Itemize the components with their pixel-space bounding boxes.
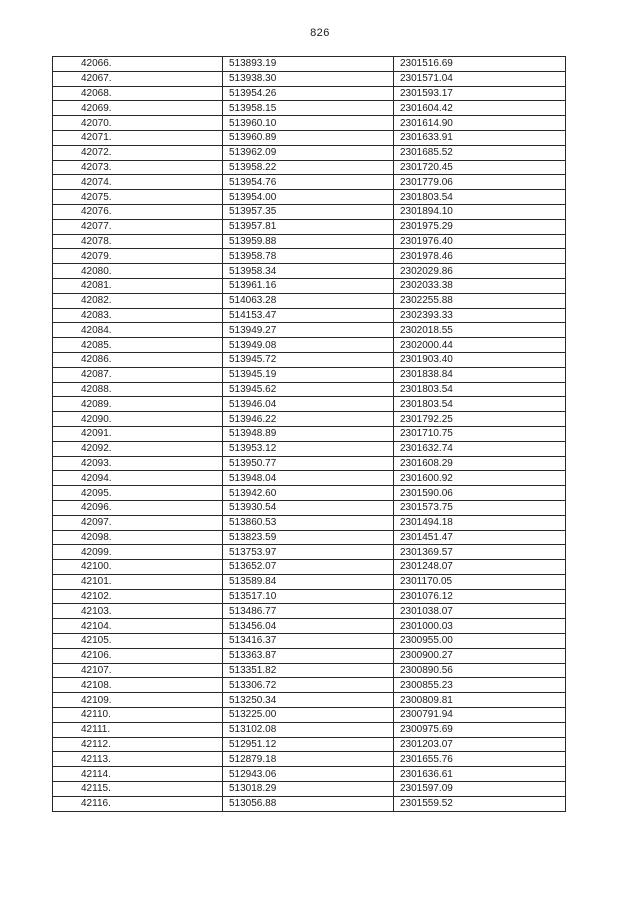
easting-cell: 512879.18	[223, 752, 394, 767]
easting-cell: 513860.53	[223, 515, 394, 530]
easting-cell: 513250.34	[223, 693, 394, 708]
northing-cell: 2300809.81	[394, 693, 566, 708]
table-row	[53, 116, 566, 131]
easting-cell: 513416.37	[223, 634, 394, 649]
table-row	[53, 456, 566, 471]
table-row	[53, 441, 566, 456]
point-index-cell: 42102.	[53, 589, 223, 604]
table-row	[53, 678, 566, 693]
northing-cell: 2301803.54	[394, 397, 566, 412]
table-row	[53, 219, 566, 234]
northing-cell: 2301894.10	[394, 204, 566, 219]
easting-cell: 513958.78	[223, 249, 394, 264]
northing-cell: 2301516.69	[394, 57, 566, 72]
point-index-cell: 42077.	[53, 219, 223, 234]
table-row	[53, 752, 566, 767]
easting-cell: 513893.19	[223, 57, 394, 72]
easting-cell: 513938.30	[223, 71, 394, 86]
point-index-cell: 42099.	[53, 545, 223, 560]
northing-cell: 2301636.61	[394, 767, 566, 782]
northing-cell: 2301632.74	[394, 441, 566, 456]
northing-cell: 2302000.44	[394, 338, 566, 353]
easting-cell: 513948.89	[223, 426, 394, 441]
point-index-cell: 42091.	[53, 426, 223, 441]
easting-cell: 513456.04	[223, 619, 394, 634]
point-index-cell: 42079.	[53, 249, 223, 264]
table-row	[53, 352, 566, 367]
point-index-cell: 42106.	[53, 648, 223, 663]
point-index-cell: 42075.	[53, 190, 223, 205]
table-row	[53, 471, 566, 486]
easting-cell: 513958.34	[223, 264, 394, 279]
table-row	[53, 278, 566, 293]
table-row	[53, 175, 566, 190]
table-row	[53, 249, 566, 264]
northing-cell: 2301494.18	[394, 515, 566, 530]
easting-cell: 513018.29	[223, 782, 394, 797]
table-row	[53, 71, 566, 86]
northing-cell: 2301633.91	[394, 130, 566, 145]
northing-cell: 2301720.45	[394, 160, 566, 175]
table-row	[53, 722, 566, 737]
point-index-cell: 42089.	[53, 397, 223, 412]
table-row	[53, 367, 566, 382]
table-row	[53, 426, 566, 441]
northing-cell: 2301779.06	[394, 175, 566, 190]
table-row	[53, 796, 566, 811]
northing-cell: 2301655.76	[394, 752, 566, 767]
northing-cell: 2301685.52	[394, 145, 566, 160]
table-row	[53, 323, 566, 338]
northing-cell: 2301369.57	[394, 545, 566, 560]
easting-cell: 513102.08	[223, 722, 394, 737]
table-row	[53, 145, 566, 160]
easting-cell: 513954.00	[223, 190, 394, 205]
easting-cell: 513948.04	[223, 471, 394, 486]
northing-cell: 2301803.54	[394, 190, 566, 205]
easting-cell: 513959.88	[223, 234, 394, 249]
easting-cell: 513945.62	[223, 382, 394, 397]
northing-cell: 2301608.29	[394, 456, 566, 471]
northing-cell: 2300900.27	[394, 648, 566, 663]
northing-cell: 2302029.86	[394, 264, 566, 279]
easting-cell: 513517.10	[223, 589, 394, 604]
northing-cell: 2301597.09	[394, 782, 566, 797]
easting-cell: 513954.76	[223, 175, 394, 190]
point-index-cell: 42084.	[53, 323, 223, 338]
table-row	[53, 767, 566, 782]
northing-cell: 2301978.46	[394, 249, 566, 264]
northing-cell: 2301590.06	[394, 486, 566, 501]
point-index-cell: 42103.	[53, 604, 223, 619]
northing-cell: 2301593.17	[394, 86, 566, 101]
point-index-cell: 42098.	[53, 530, 223, 545]
point-index-cell: 42076.	[53, 204, 223, 219]
easting-cell: 513306.72	[223, 678, 394, 693]
table-row	[53, 486, 566, 501]
easting-cell: 513949.27	[223, 323, 394, 338]
table-row	[53, 382, 566, 397]
northing-cell: 2301710.75	[394, 426, 566, 441]
point-index-cell: 42093.	[53, 456, 223, 471]
point-index-cell: 42088.	[53, 382, 223, 397]
table-row	[53, 515, 566, 530]
table-row	[53, 397, 566, 412]
point-index-cell: 42096.	[53, 500, 223, 515]
table-row	[53, 160, 566, 175]
point-index-cell: 42071.	[53, 130, 223, 145]
point-index-cell: 42108.	[53, 678, 223, 693]
point-index-cell: 42101.	[53, 574, 223, 589]
easting-cell: 513960.89	[223, 130, 394, 145]
point-index-cell: 42107.	[53, 663, 223, 678]
table-row	[53, 101, 566, 116]
easting-cell: 513056.88	[223, 796, 394, 811]
table-row	[53, 619, 566, 634]
easting-cell: 513957.35	[223, 204, 394, 219]
table-row	[53, 190, 566, 205]
point-index-cell: 42072.	[53, 145, 223, 160]
point-index-cell: 42082.	[53, 293, 223, 308]
easting-cell: 513945.19	[223, 367, 394, 382]
easting-cell: 513930.54	[223, 500, 394, 515]
coordinates-table-body	[53, 57, 566, 812]
point-index-cell: 42115.	[53, 782, 223, 797]
point-index-cell: 42094.	[53, 471, 223, 486]
table-row	[53, 708, 566, 723]
table-row	[53, 130, 566, 145]
northing-cell: 2300890.56	[394, 663, 566, 678]
point-index-cell: 42083.	[53, 308, 223, 323]
point-index-cell: 42086.	[53, 352, 223, 367]
northing-cell: 2301604.42	[394, 101, 566, 116]
northing-cell: 2301571.04	[394, 71, 566, 86]
table-row	[53, 530, 566, 545]
northing-cell: 2301559.52	[394, 796, 566, 811]
northing-cell: 2301614.90	[394, 116, 566, 131]
point-index-cell: 42070.	[53, 116, 223, 131]
coordinates-table	[52, 56, 566, 812]
table-row	[53, 737, 566, 752]
table-row	[53, 648, 566, 663]
point-index-cell: 42100.	[53, 560, 223, 575]
point-index-cell: 42104.	[53, 619, 223, 634]
point-index-cell: 42111.	[53, 722, 223, 737]
table-row	[53, 204, 566, 219]
point-index-cell: 42073.	[53, 160, 223, 175]
easting-cell: 513363.87	[223, 648, 394, 663]
table-row	[53, 634, 566, 649]
northing-cell: 2301038.07	[394, 604, 566, 619]
table-row	[53, 560, 566, 575]
point-index-cell: 42105.	[53, 634, 223, 649]
easting-cell: 513942.60	[223, 486, 394, 501]
easting-cell: 513753.97	[223, 545, 394, 560]
page-number: 826	[310, 27, 330, 39]
easting-cell: 513945.72	[223, 352, 394, 367]
easting-cell: 513960.10	[223, 116, 394, 131]
point-index-cell: 42114.	[53, 767, 223, 782]
easting-cell: 513962.09	[223, 145, 394, 160]
northing-cell: 2301203.07	[394, 737, 566, 752]
northing-cell: 2300955.00	[394, 634, 566, 649]
point-index-cell: 42109.	[53, 693, 223, 708]
table-row	[53, 264, 566, 279]
easting-cell: 513652.07	[223, 560, 394, 575]
point-index-cell: 42085.	[53, 338, 223, 353]
northing-cell: 2301600.92	[394, 471, 566, 486]
northing-cell: 2302018.55	[394, 323, 566, 338]
northing-cell: 2301838.84	[394, 367, 566, 382]
table-row	[53, 338, 566, 353]
easting-cell: 514153.47	[223, 308, 394, 323]
easting-cell: 513225.00	[223, 708, 394, 723]
table-row	[53, 574, 566, 589]
northing-cell: 2301573.75	[394, 500, 566, 515]
easting-cell: 513957.81	[223, 219, 394, 234]
table-row	[53, 308, 566, 323]
point-index-cell: 42078.	[53, 234, 223, 249]
point-index-cell: 42090.	[53, 412, 223, 427]
easting-cell: 513953.12	[223, 441, 394, 456]
point-index-cell: 42116.	[53, 796, 223, 811]
northing-cell: 2301792.25	[394, 412, 566, 427]
easting-cell: 513954.26	[223, 86, 394, 101]
easting-cell: 513589.84	[223, 574, 394, 589]
point-index-cell: 42097.	[53, 515, 223, 530]
easting-cell: 513958.15	[223, 101, 394, 116]
northing-cell: 2300975.69	[394, 722, 566, 737]
easting-cell: 513950.77	[223, 456, 394, 471]
point-index-cell: 42080.	[53, 264, 223, 279]
easting-cell: 512943.06	[223, 767, 394, 782]
northing-cell: 2301170.05	[394, 574, 566, 589]
table-row	[53, 663, 566, 678]
easting-cell: 514063.28	[223, 293, 394, 308]
point-index-cell: 42092.	[53, 441, 223, 456]
point-index-cell: 42112.	[53, 737, 223, 752]
table-row	[53, 234, 566, 249]
point-index-cell: 42067.	[53, 71, 223, 86]
easting-cell: 513961.16	[223, 278, 394, 293]
point-index-cell: 42069.	[53, 101, 223, 116]
easting-cell: 513946.22	[223, 412, 394, 427]
easting-cell: 513958.22	[223, 160, 394, 175]
table-row	[53, 500, 566, 515]
northing-cell: 2301803.54	[394, 382, 566, 397]
table-row	[53, 782, 566, 797]
northing-cell: 2301248.07	[394, 560, 566, 575]
easting-cell: 513949.08	[223, 338, 394, 353]
point-index-cell: 42066.	[53, 57, 223, 72]
northing-cell: 2302033.38	[394, 278, 566, 293]
table-row	[53, 545, 566, 560]
point-index-cell: 42081.	[53, 278, 223, 293]
table-row	[53, 693, 566, 708]
northing-cell: 2301903.40	[394, 352, 566, 367]
table-row	[53, 412, 566, 427]
table-row	[53, 293, 566, 308]
northing-cell: 2302393.33	[394, 308, 566, 323]
easting-cell: 513351.82	[223, 663, 394, 678]
table-row	[53, 604, 566, 619]
northing-cell: 2301451.47	[394, 530, 566, 545]
point-index-cell: 42113.	[53, 752, 223, 767]
table-row	[53, 86, 566, 101]
northing-cell: 2302255.88	[394, 293, 566, 308]
point-index-cell: 42110.	[53, 708, 223, 723]
northing-cell: 2301076.12	[394, 589, 566, 604]
point-index-cell: 42095.	[53, 486, 223, 501]
point-index-cell: 42074.	[53, 175, 223, 190]
northing-cell: 2301000.03	[394, 619, 566, 634]
northing-cell: 2300791.94	[394, 708, 566, 723]
point-index-cell: 42068.	[53, 86, 223, 101]
easting-cell: 513823.59	[223, 530, 394, 545]
northing-cell: 2300855.23	[394, 678, 566, 693]
table-row	[53, 589, 566, 604]
table-row	[53, 57, 566, 72]
point-index-cell: 42087.	[53, 367, 223, 382]
northing-cell: 2301976.40	[394, 234, 566, 249]
easting-cell: 513946.04	[223, 397, 394, 412]
northing-cell: 2301975.29	[394, 219, 566, 234]
easting-cell: 513486.77	[223, 604, 394, 619]
easting-cell: 512951.12	[223, 737, 394, 752]
